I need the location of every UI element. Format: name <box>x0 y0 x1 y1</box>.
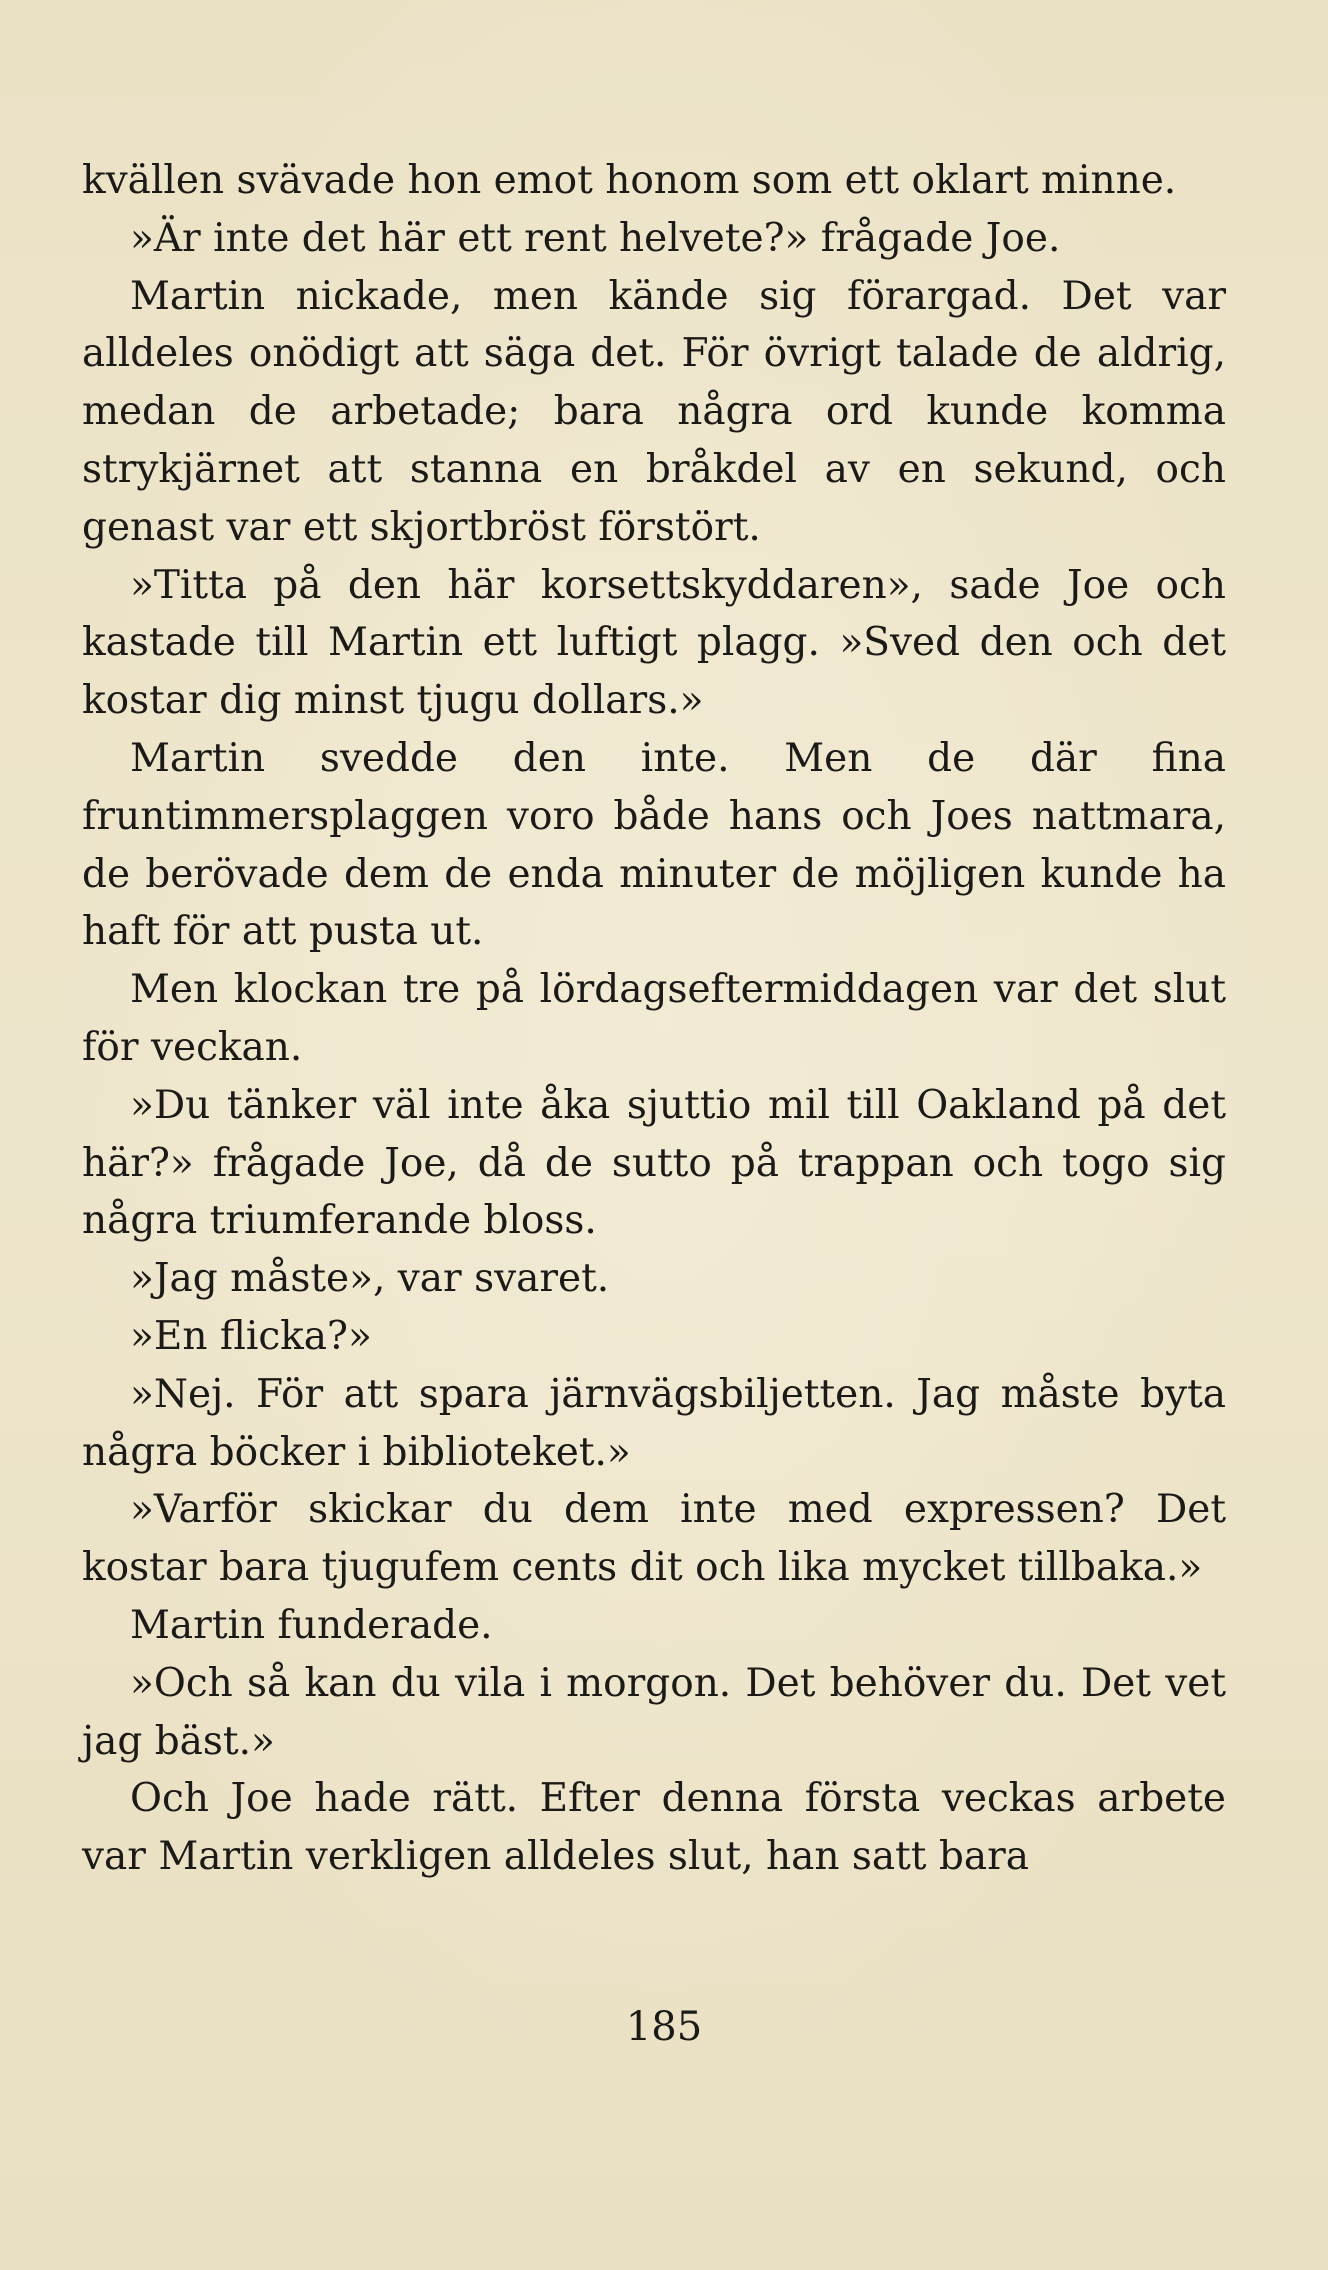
page-number: 185 <box>625 2004 703 2050</box>
paragraph: »Varför skickar du dem inte med expressen? Det kostar bara tjugufem cents dit och lika mycket tillbaka.» <box>82 1487 1226 1591</box>
paragraph: »Och så kan du vila i morgon. Det behöver du. Det vet jag bäst.» <box>82 1660 1226 1764</box>
paragraph: Martin svedde den inte. Men de där fina fruntimmersplaggen voro både hans och Joes nattmara, de berövade dem de enda minuter de möjligen kunde ha haft för att pusta ut. <box>82 735 1226 955</box>
paragraph: »Nej. För att spara järnvägsbiljetten. Jag måste byta några böcker i biblioteket.» <box>82 1371 1226 1475</box>
paragraph: »Jag måste», var svaret. <box>130 1256 610 1302</box>
paragraph: »En flicka?» <box>130 1313 372 1359</box>
paragraph: »Du tänker väl inte åka sjuttio mil till Oakland på det här?» frågade Joe, då de sutto på trappan och togo sig några triumferande bloss. <box>82 1082 1226 1244</box>
paragraph: »Är inte det här ett rent helvete?» frågade Joe. <box>130 215 1061 261</box>
paragraph: Men klockan tre på lördagseftermiddagen var det slut för veckan. <box>82 967 1226 1070</box>
paragraph: Martin nickade, men kände sig förargad. Det var alldeles onödigt att säga det. För övrigt talade de aldrig, medan de arbetade; bara några ord kunde komma strykjärnet att stanna en bråkdel av en sekund, och genast var ett skjortbröst förstört. <box>82 273 1226 550</box>
paragraph: Och Joe hade rätt. Efter denna första veckas arbete var Martin verkligen alldeles slut, han satt bara <box>82 1776 1226 1880</box>
body-text <box>82 152 1226 1886</box>
paragraph: kvällen svävade hon emot honom som ett oklart minne. <box>82 158 1177 203</box>
paragraph: Martin funderade. <box>130 1602 493 1648</box>
paragraph: »Titta på den här korsettskyddaren», sade Joe och kastade till Martin ett luftigt plagg. »Sved den och det kostar dig minst tjugu dollars.» <box>82 562 1226 724</box>
